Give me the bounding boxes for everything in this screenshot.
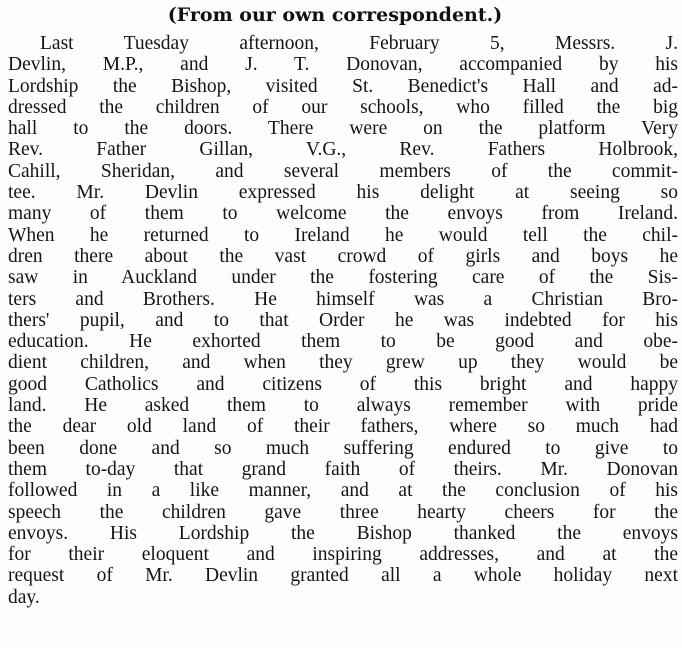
text-line: been done and so much suffering endured to give to [8, 437, 678, 459]
text-line: Lordship the Bishop, visited St. Benedict's Hall and ad- [8, 75, 678, 97]
text-line: hall to the doors. There were on the platform Very [8, 118, 678, 140]
text-line: request of Mr. Devlin granted all a whole holiday next [8, 565, 678, 587]
text-line: dren there about the vast crowd of girls and boys he [8, 245, 678, 267]
text-line: day. [8, 586, 40, 608]
article-heading [0, 3, 682, 27]
text-line: saw in Auckland under the fostering care of the Sis- [8, 267, 678, 289]
text-line: the dear old land of their fathers, where so much had [8, 416, 678, 438]
text-line: for their eloquent and inspiring addresses, and at the [8, 544, 678, 566]
text-line: Devlin, M.P., and J. T. Donovan, accompanied by his [8, 54, 678, 76]
text-line: Cahill, Sheridan, and several members of the commit- [8, 160, 678, 182]
text-line: Last Tuesday afternoon, February 5, Messrs. J. [40, 33, 678, 54]
text-line: speech the children gave three hearty cheers for the [8, 501, 678, 523]
heading-text: (From our own correspondent.) [167, 4, 503, 26]
text-line: dressed the children of our schools, who filled the big [8, 96, 678, 118]
text-line: good Catholics and citizens of this bright and happy [8, 373, 678, 395]
text-line: envoys. His Lordship the Bishop thanked the envoys [8, 522, 678, 544]
text-line: many of them to welcome the envoys from Ireland. [8, 203, 678, 225]
text-line: them to-day that grand faith of theirs. Mr. Donovan [8, 458, 678, 480]
text-line: land. He asked them to always remember with pride [8, 395, 678, 417]
text-line: education. He exhorted them to be good and obe- [8, 331, 678, 353]
text-line: ters and Brothers. He himself was a Christian Bro- [8, 288, 678, 310]
text-line: followed in a like manner, and at the conclusion of his [8, 480, 678, 502]
text-line: Rev. Father Gillan, V.G., Rev. Fathers Holbrook, [8, 139, 678, 161]
article-body [8, 33, 678, 608]
text-line: tee. Mr. Devlin expressed his delight at seeing so [8, 182, 678, 204]
text-line: When he returned to Ireland he would tell the chil- [8, 224, 678, 246]
text-line: dient children, and when they grew up they would be [8, 352, 678, 374]
text-line: thers' pupil, and to that Order he was indebted for his [8, 309, 678, 331]
